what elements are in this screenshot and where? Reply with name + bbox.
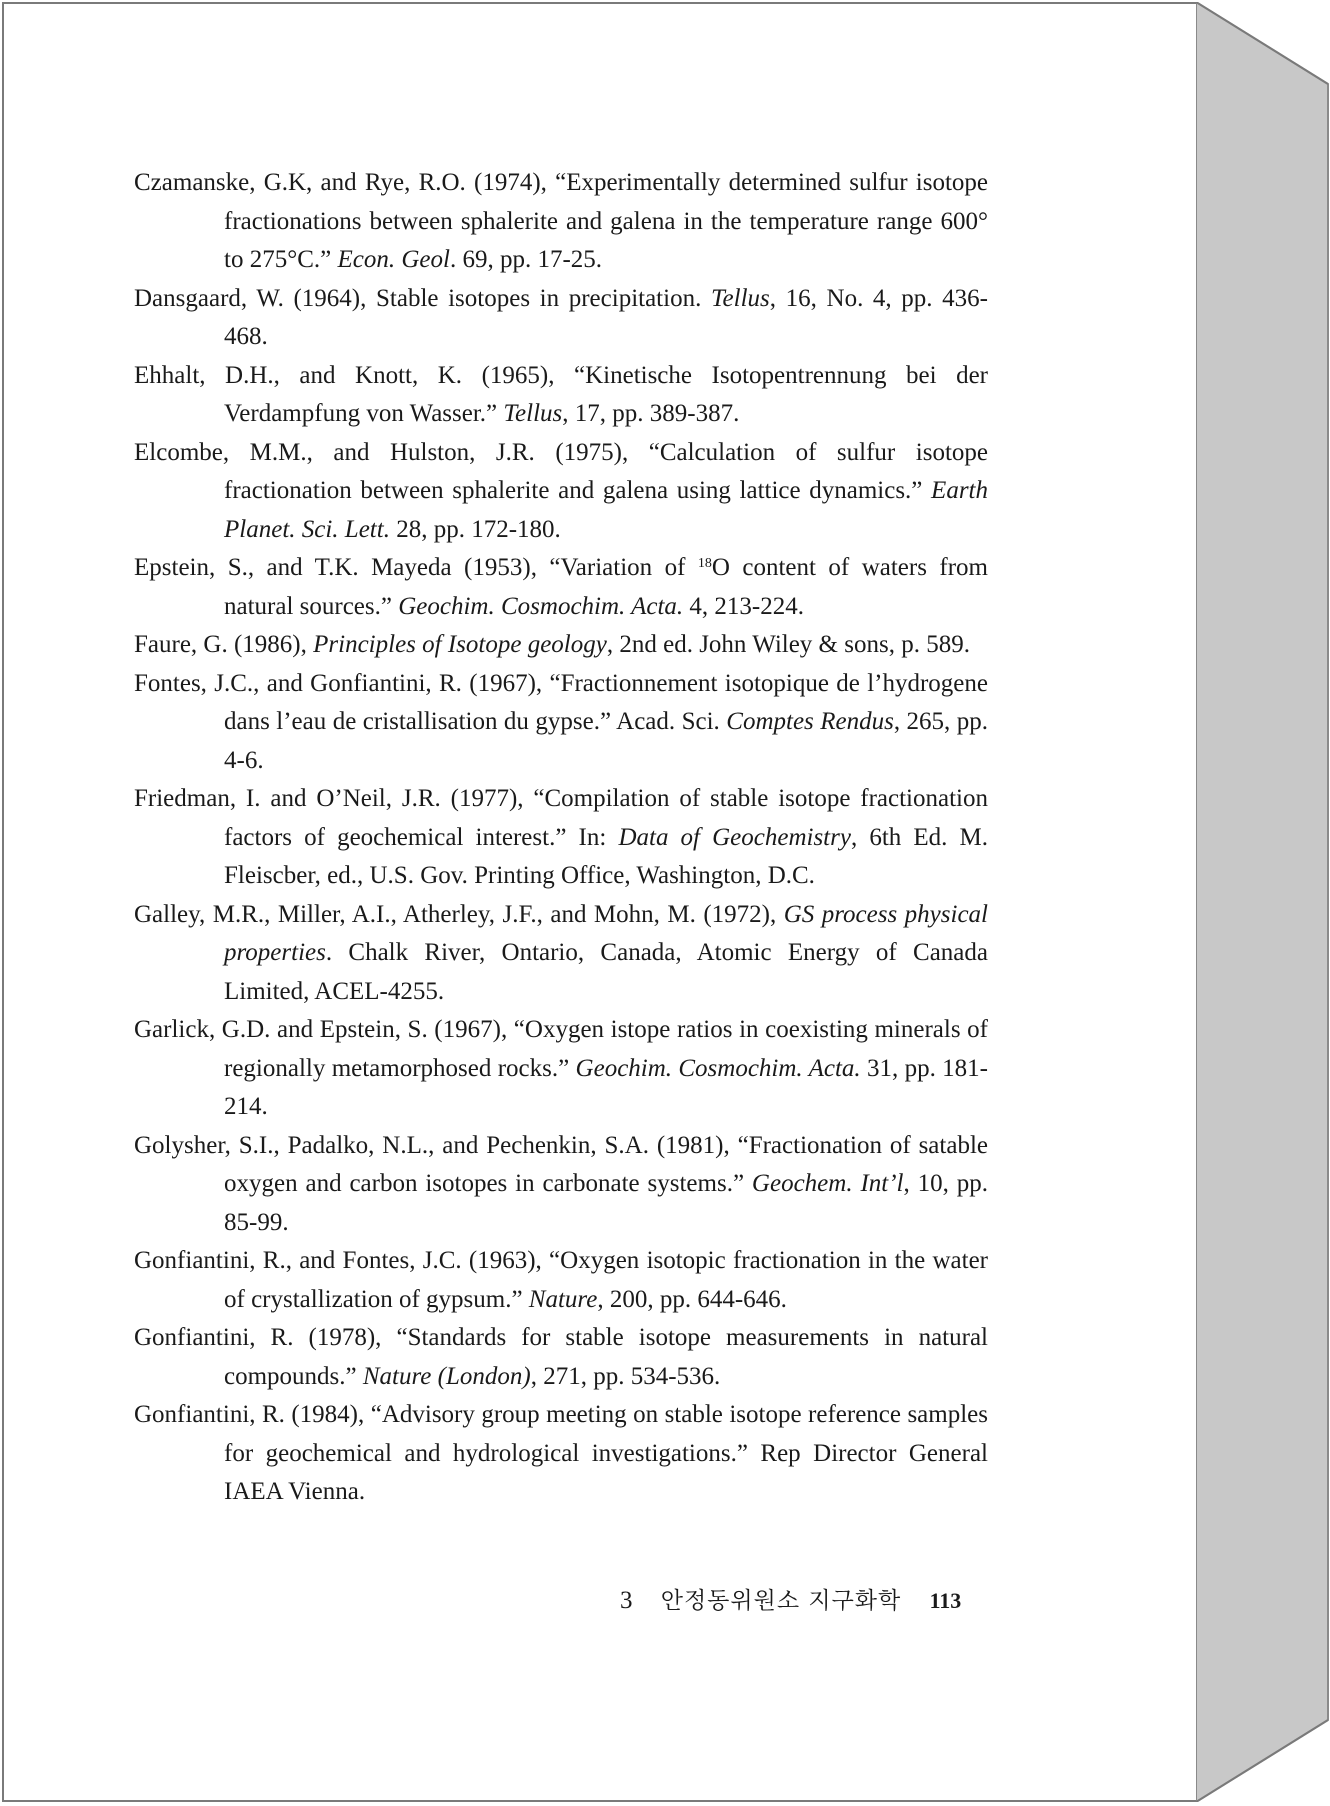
reference-text: Galley, M.R., Miller, A.I., Atherley, J.F., and Mohn, M. (1972),	[134, 900, 784, 928]
reference-text: , 6th Ed. M. Fleiscber, ed., U.S. Gov. Printing Office, Washington, D.C.	[224, 823, 988, 889]
reference-text: , 17, pp. 389-387.	[562, 400, 740, 427]
reference-text: , 200, pp. 644-646.	[597, 1285, 787, 1313]
reference-italic-text: Principles of Isotope geology	[313, 631, 607, 658]
reference-text: O content of waters from natural sources.”	[224, 554, 988, 620]
reference-italic-text: Earth Planet. Sci. Lett.	[224, 477, 988, 543]
chapter-number: 3	[620, 1587, 633, 1614]
reference-entry	[134, 280, 988, 357]
chapter-title: 안정동위원소 지구화학	[660, 1588, 902, 1614]
reference-text: Friedman, I. and O’Neil, J.R. (1977), “Compilation of stable isotope fractionation factors of geochemical interest.” In:	[134, 785, 988, 851]
reference-text: 4, 213-224.	[683, 592, 804, 620]
reference-text: Faure, G. (1986),	[134, 631, 314, 658]
reference-text: Gonfiantini, R., and Fontes, J.C. (1963), “Oxygen isotopic fractionation in the water of crystallization of gypsum.”	[134, 1247, 988, 1313]
reference-entry	[134, 434, 988, 550]
reference-text: , 271, pp. 534-536.	[530, 1362, 721, 1390]
reference-entry	[134, 626, 988, 665]
reference-italic-text: Geochim. Cosmochim. Acta.	[398, 592, 684, 620]
reference-text: Garlick, G.D. and Epstein, S. (1967), “Oxygen istope ratios in coexisting minerals of regionally metamorphosed rocks.”	[134, 1016, 988, 1082]
reference-text: Ehhalt, D.H., and Knott, K. (1965), “Kinetische Isotopentrennung bei der Verdampfung von Wasser.”	[134, 361, 988, 427]
reference-italic-text: Nature	[528, 1285, 598, 1313]
reference-text: 28, pp. 172-180.	[389, 515, 561, 543]
reference-text: , 265, pp. 4-6.	[224, 708, 989, 774]
reference-entry	[134, 1242, 988, 1319]
reference-text: Gonfiantini, R. (1978), “Standards for stable isotope measurements in natural compounds.”	[134, 1324, 988, 1390]
reference-text: Fontes, J.C., and Gonfiantini, R. (1967), “Fractionnement isotopique de l’hydrogene dans l’eau de cristallisation du gypse.” Acad. Sci.	[134, 669, 988, 735]
reference-list	[134, 164, 988, 1512]
reference-entry	[134, 665, 988, 781]
reference-entry	[134, 1396, 988, 1512]
page-number: 113	[929, 1588, 962, 1613]
reference-text: , 16, No. 4, pp. 436-468.	[224, 284, 988, 350]
reference-italic-text: Geochim. Cosmochim. Acta.	[575, 1054, 861, 1082]
reference-entry	[134, 780, 988, 896]
reference-italic-text: Nature (London)	[362, 1362, 531, 1390]
reference-entry	[134, 1319, 988, 1396]
reference-italic-text: GS process physical properties	[224, 900, 988, 966]
reference-text: , 10, pp. 85-99.	[224, 1170, 989, 1236]
reference-entry	[134, 549, 988, 626]
reference-text: Dansgaard, W. (1964), Stable isotopes in precipitation.	[134, 284, 711, 312]
page-stack-edge	[1196, 2, 1330, 1802]
reference-entry	[134, 1011, 988, 1127]
reference-entry	[134, 896, 988, 1012]
reference-superscript: 18	[697, 556, 712, 571]
reference-text: Czamanske, G.K, and Rye, R.O. (1974), “Experimentally determined sulfur isotope fractionations between sphalerite and galena in the temperature range 600° to 275°C.”	[134, 169, 988, 273]
reference-italic-text: Econ. Geol	[337, 246, 450, 273]
reference-text: Gonfiantini, R. (1984), “Advisory group meeting on stable isotope reference samples for geochemical and hydrological investigations.” Rep Director General IAEA Vienna.	[134, 1401, 988, 1505]
reference-text: Epstein, S., and T.K. Mayeda (1953), “Variation of	[134, 554, 698, 581]
reference-italic-text: Tellus	[503, 400, 563, 427]
reference-entry	[134, 357, 988, 434]
reference-text: Golysher, S.I., Padalko, N.L., and Pechenkin, S.A. (1981), “Fractionation of satable oxygen and carbon isotopes in carbonate systems.”	[134, 1131, 988, 1197]
reference-text: , 2nd ed. John Wiley & sons, p. 589.	[606, 631, 970, 658]
reference-text: Elcombe, M.M., and Hulston, J.R. (1975), “Calculation of sulfur isotope fractionation between sphalerite and galena using lattice dynamics.”	[134, 438, 988, 504]
reference-text: 31, pp. 181-214.	[224, 1054, 988, 1120]
reference-text: . Chalk River, Ontario, Canada, Atomic Energy of Canada Limited, ACEL-4255.	[224, 939, 988, 1005]
reference-text: . 69, pp. 17-25.	[449, 246, 603, 273]
reference-entry	[134, 164, 988, 280]
reference-italic-text: Geochem. Int’l	[751, 1170, 904, 1197]
reference-italic-text: Tellus	[710, 284, 770, 312]
page-footer	[620, 1582, 961, 1615]
reference-italic-text: Comptes Rendus	[726, 708, 894, 735]
reference-italic-text: Data of Geochemistry	[618, 823, 851, 851]
reference-entry	[134, 1127, 988, 1243]
